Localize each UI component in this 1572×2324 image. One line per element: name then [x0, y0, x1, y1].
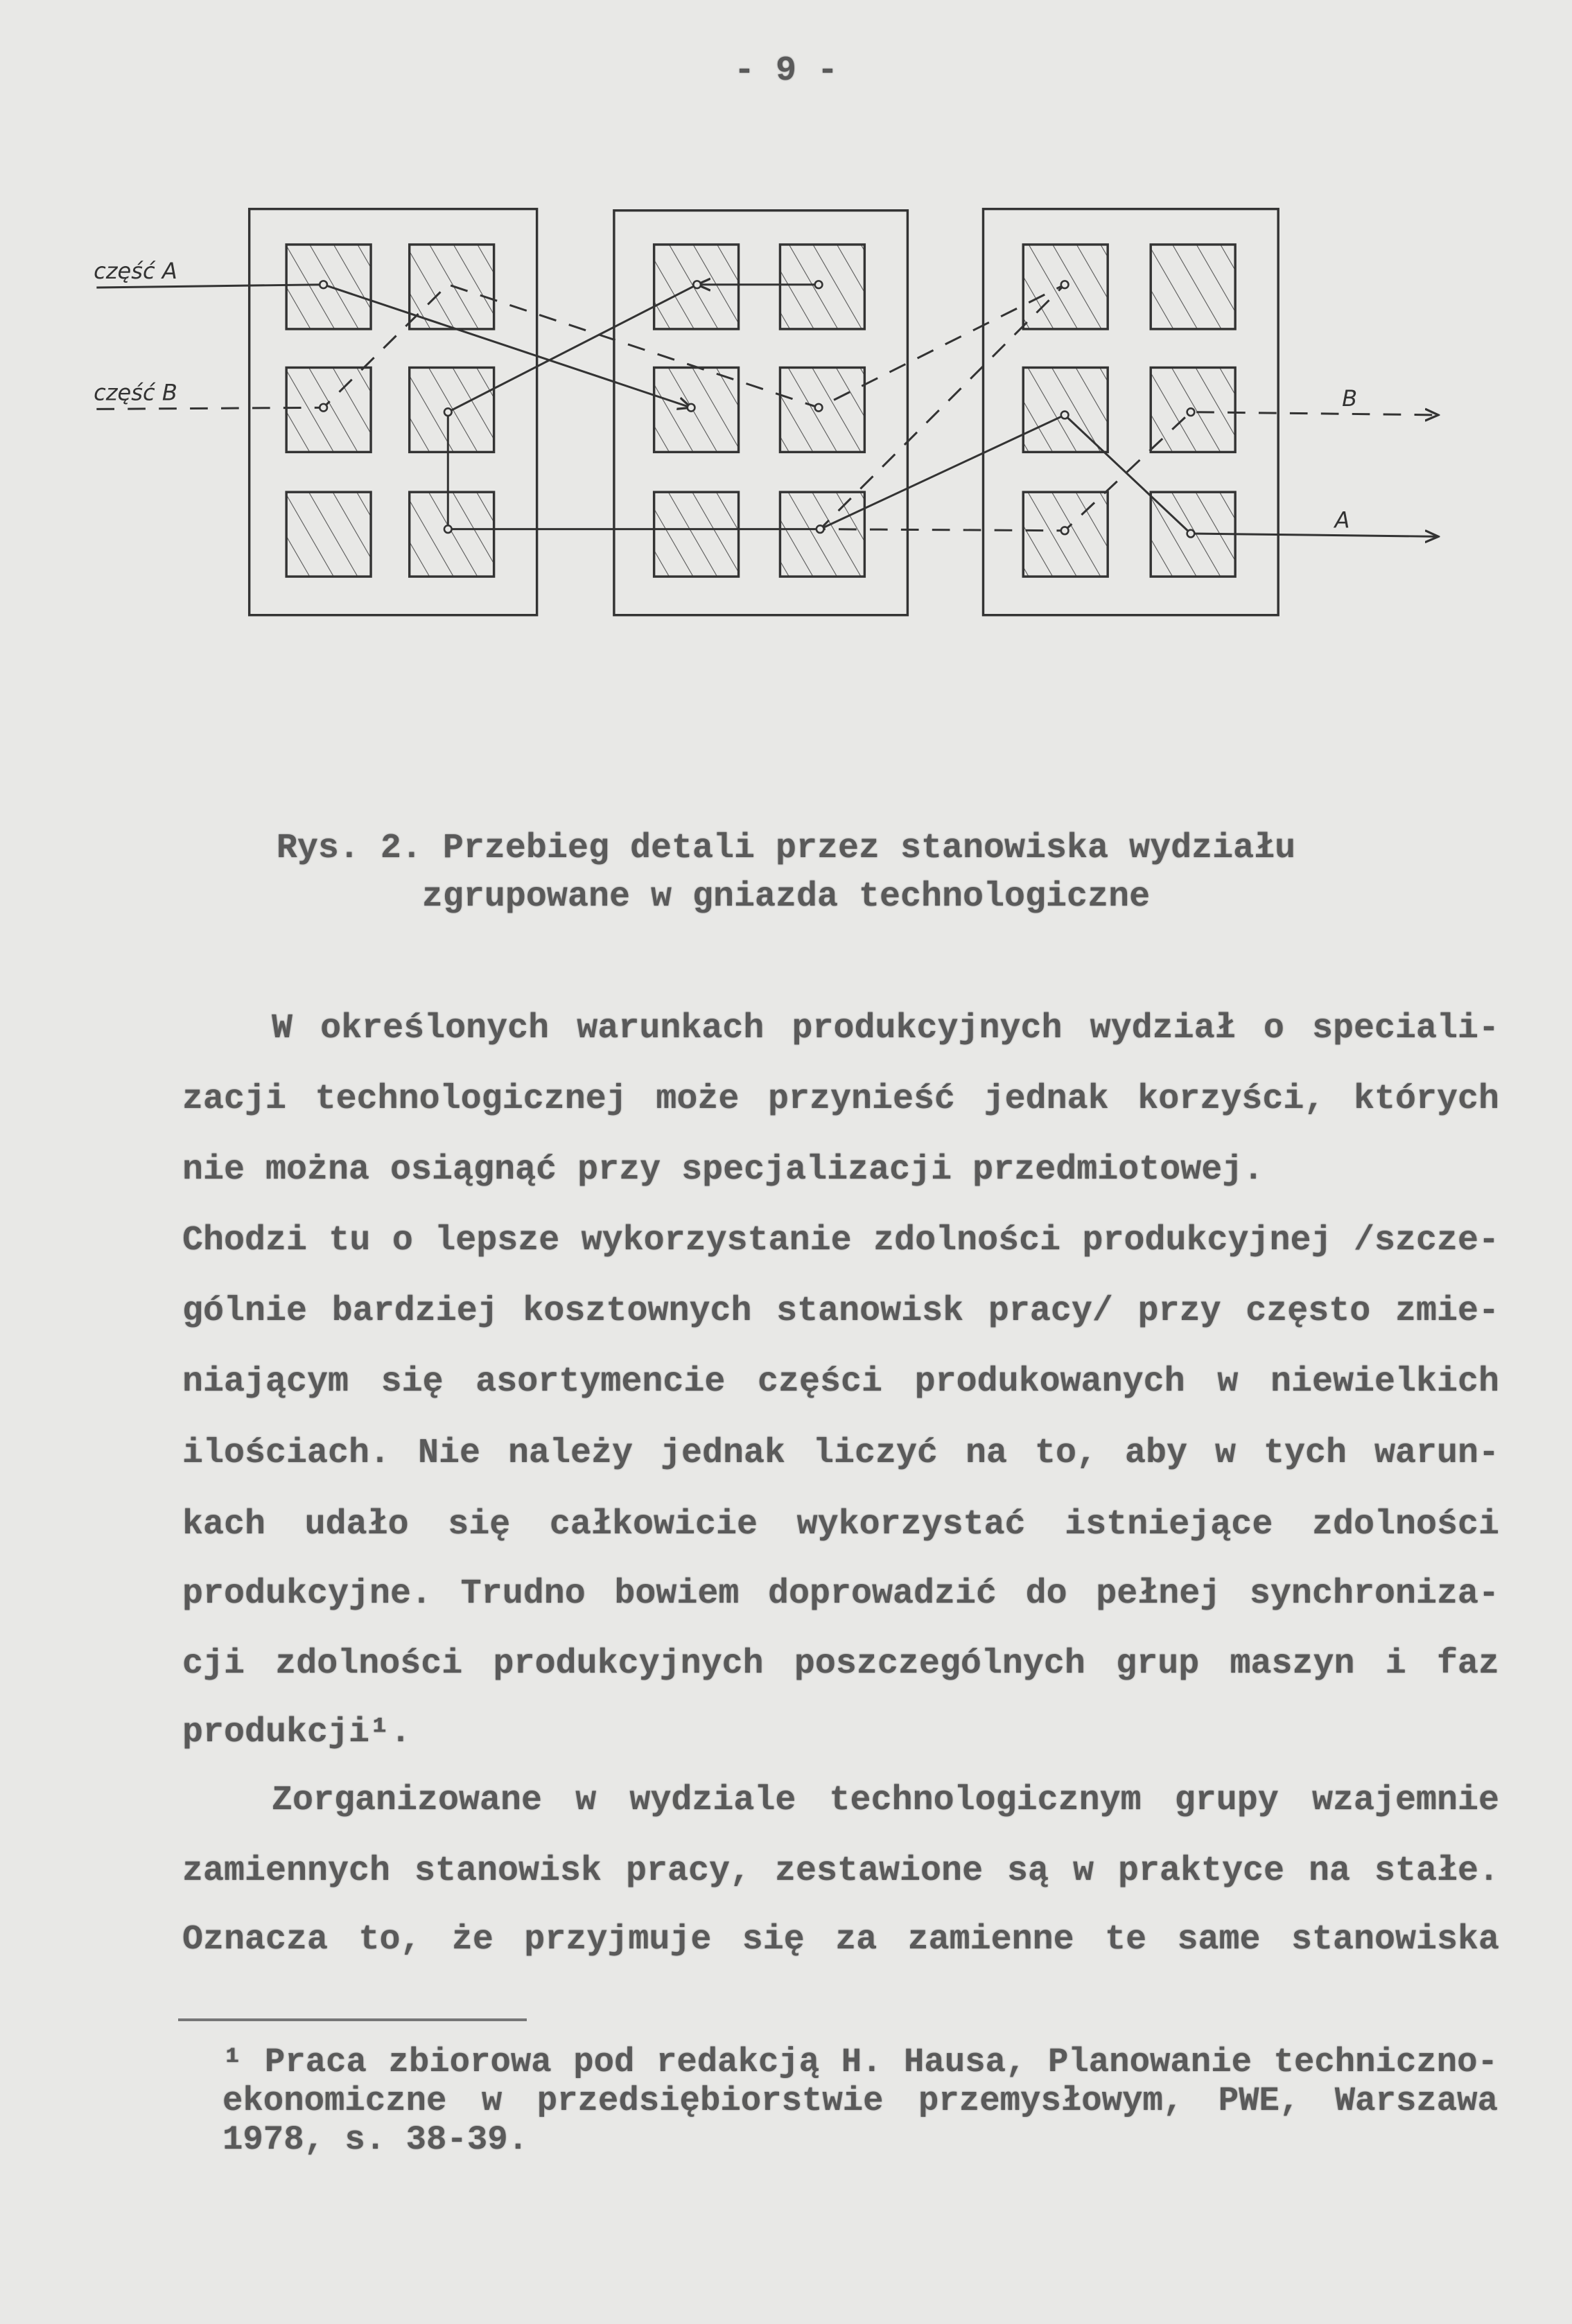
label-output-a: A: [1334, 507, 1350, 534]
workstation: [1151, 245, 1235, 329]
footnote-line: ¹ Praca zbiorowa pod redakcją H. Hausa, Planowanie techniczno-: [222, 2043, 1498, 2081]
footnote-separator: [178, 2018, 527, 2021]
label-part-b: część B: [94, 379, 177, 406]
footnote-line: ekonomiczne w przedsiębiorstwie przemysłowym, PWE, Warszawa: [222, 2081, 1498, 2120]
paragraph-line: ilościach. Nie należy jednak liczyć na to, aby w tych warun-: [182, 1434, 1499, 1473]
workstation: [654, 492, 739, 576]
paragraph-line: zamiennych stanowisk pracy, zestawione są w praktyce na stałe.: [182, 1851, 1499, 1891]
paragraph-line: gólnie bardziej kosztownych stanowisk pracy/ przy często zmie-: [182, 1292, 1499, 1331]
figure-caption-line: zgrupowane w gniazda technologiczne: [421, 877, 1151, 917]
figure-caption-line: Rys. 2. Przebieg detali przez stanowiska wydziału: [276, 829, 1296, 868]
workstation: [1023, 367, 1108, 452]
workstation: [286, 492, 371, 576]
paragraph-line: Zorganizowane w wydziale technologicznym grupy wzajemnie: [272, 1781, 1499, 1820]
footnote-line: 1978, s. 38-39.: [222, 2120, 529, 2159]
page-number: - 9 -: [733, 51, 839, 91]
workstation: [410, 492, 494, 576]
paragraph-line: nie można osiągnąć przy specjalizacji przedmiotowej.: [182, 1150, 1264, 1190]
paragraph-line: niającym się asortymencie części produkowanych w niewielkich: [182, 1362, 1499, 1402]
paragraph-line: Oznacza to, że przyjmuje się za zamienne te same stanowiska: [182, 1920, 1499, 1960]
paragraph-line: Chodzi tu o lepsze wykorzystanie zdolności produkcyjnej /szcze-: [182, 1221, 1499, 1260]
paragraph-line: produkcji¹.: [182, 1713, 412, 1752]
paragraph-line: produkcyjne. Trudno bowiem doprowadzić do pełnej synchroniza-: [182, 1574, 1499, 1614]
paragraph-line: cji zdolności produkcyjnych poszczególnych grup maszyn i faz: [182, 1644, 1499, 1684]
workstation: [654, 367, 739, 452]
workstation: [286, 367, 371, 452]
paragraph-line: zacji technologicznej może przynieść jednak korzyści, których: [182, 1080, 1499, 1119]
label-output-b: B: [1342, 385, 1358, 412]
workstation: [780, 492, 864, 576]
label-part-a: część A: [94, 258, 177, 285]
paragraph-line: kach udało się całkowicie wykorzystać istniejące zdolności: [182, 1505, 1499, 1544]
paragraph-line: W określonych warunkach produkcyjnych wydział o speciali-: [272, 1009, 1499, 1048]
